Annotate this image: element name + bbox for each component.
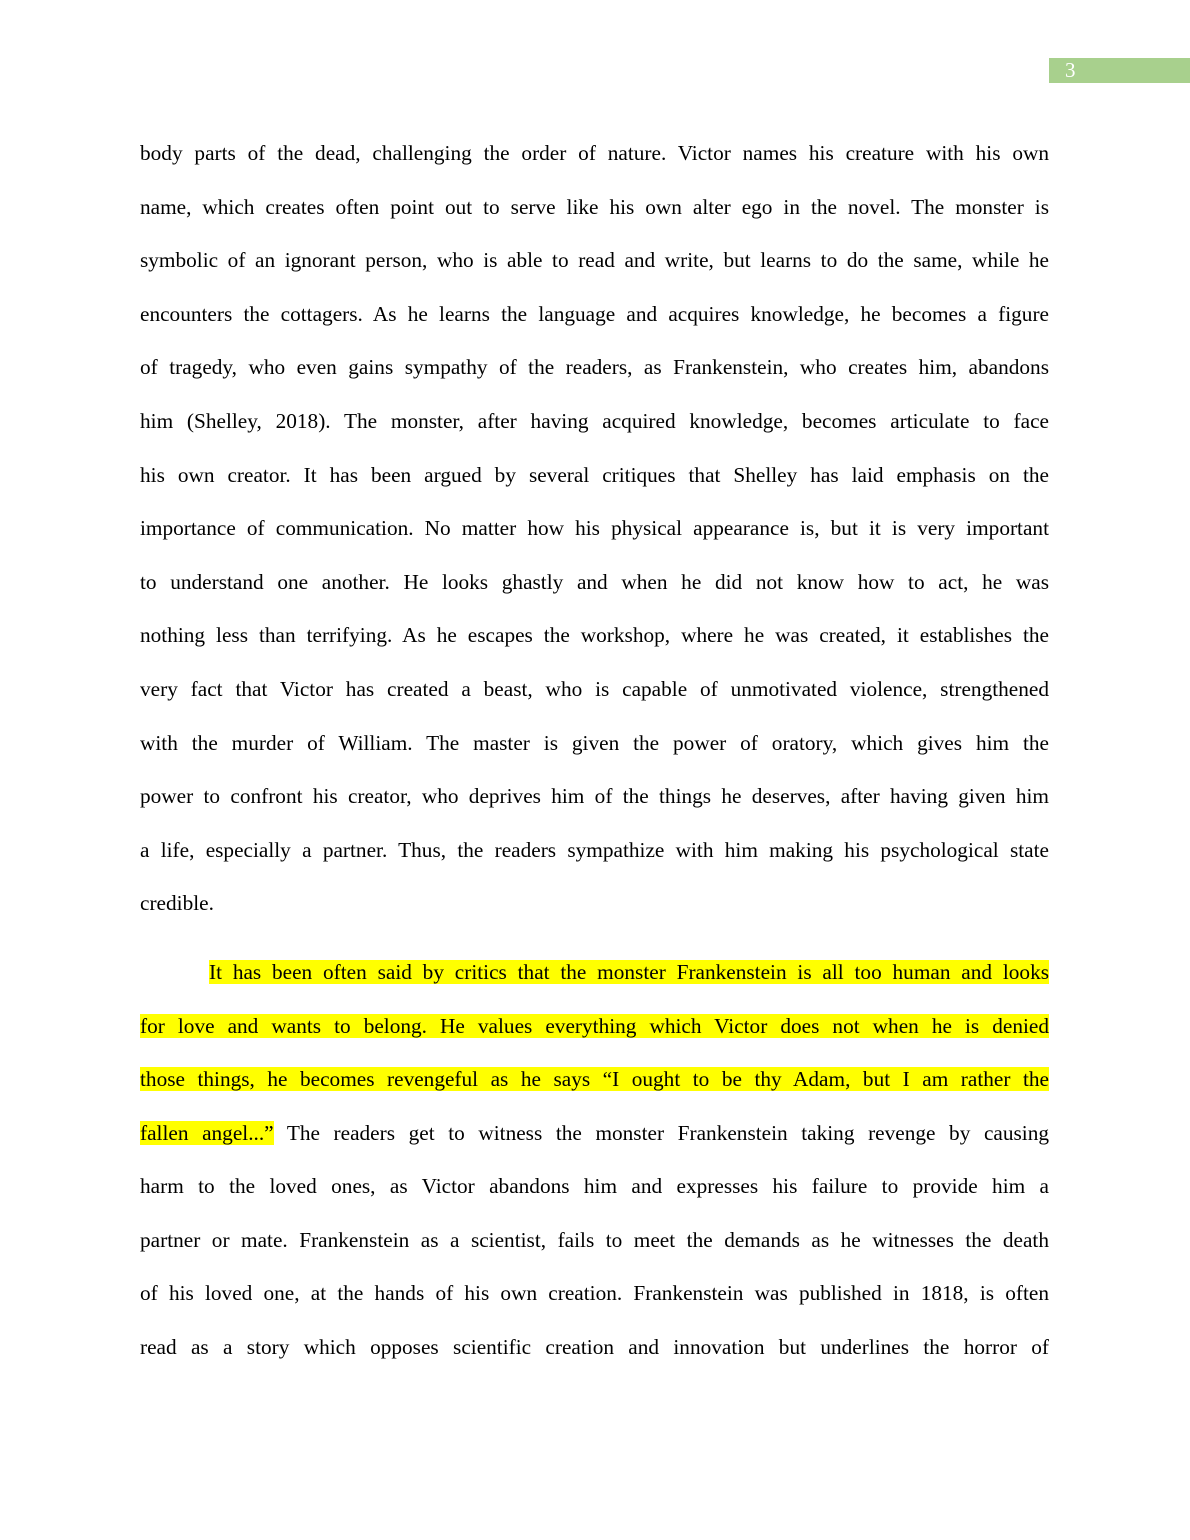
paragraph-1 xyxy=(140,127,1049,931)
text-line: name, which creates often point out to serve like his own alter ego in the novel. The monster is xyxy=(140,194,1049,219)
text-line: power to confront his creator, who deprives him of the things he deserves, after having given him xyxy=(140,784,1049,809)
text-line xyxy=(140,1000,1049,1054)
text-line: credible. xyxy=(140,891,214,916)
text-line: of tragedy, who even gains sympathy of the readers, as Frankenstein, who creates him, abandons xyxy=(140,355,1049,380)
text-line: nothing less than terrifying. As he escapes the workshop, where he was created, it establishes the xyxy=(140,623,1049,648)
text-line: him (Shelley, 2018). The monster, after having acquired knowledge, becomes articulate to face xyxy=(140,408,1049,433)
text-line: of his loved one, at the hands of his own creation. Frankenstein was published in 1818, is often xyxy=(140,1281,1049,1306)
highlighted-text: for love and wants to belong. He values everything which Victor does not when he is denied xyxy=(140,1013,1049,1038)
page-number: 3 xyxy=(1065,58,1076,82)
text-line xyxy=(140,1107,1049,1161)
text-line: very fact that Victor has created a beast, who is capable of unmotivated violence, strengthened xyxy=(140,676,1049,701)
text-line: a life, especially a partner. Thus, the readers sympathize with him making his psychological state xyxy=(140,837,1049,862)
text-line xyxy=(140,1053,1049,1107)
text-line: read as a story which opposes scientific creation and innovation but underlines the horror of xyxy=(140,1335,1049,1360)
text-line: encounters the cottagers. As he learns the language and acquires knowledge, he becomes a figure xyxy=(140,301,1049,326)
paragraph-spacing xyxy=(140,931,1049,946)
text-line xyxy=(140,946,1049,1000)
document-body xyxy=(140,127,1049,1375)
text-line: his own creator. It has been argued by several critiques that Shelley has laid emphasis on the xyxy=(140,462,1049,487)
text-line: harm to the loved ones, as Victor abandons him and expresses his failure to provide him a xyxy=(140,1174,1049,1199)
highlighted-text: fallen angel...” xyxy=(140,1120,274,1145)
plain-text: The readers get to witness the monster Frankenstein taking revenge by causing xyxy=(273,1120,1049,1145)
paragraph-2 xyxy=(140,946,1049,1375)
text-line: partner or mate. Frankenstein as a scientist, fails to meet the demands as he witnesses the death xyxy=(140,1227,1049,1252)
highlighted-text: It has been often said by critics that the monster Frankenstein is all too human and looks xyxy=(209,959,1049,984)
text-line: with the murder of William. The master is given the power of oratory, which gives him the xyxy=(140,730,1049,755)
text-line: to understand one another. He looks ghastly and when he did not know how to act, he was xyxy=(140,569,1049,594)
page-number-bar xyxy=(1049,58,1190,83)
text-line: body parts of the dead, challenging the order of nature. Victor names his creature with his own xyxy=(140,141,1049,165)
highlighted-text: those things, he becomes revengeful as he says “I ought to be thy Adam, but I am rather the xyxy=(140,1067,1049,1092)
text-line: symbolic of an ignorant person, who is able to read and write, but learns to do the same, while he xyxy=(140,248,1049,273)
text-line: importance of communication. No matter how his physical appearance is, but it is very important xyxy=(140,516,1049,541)
